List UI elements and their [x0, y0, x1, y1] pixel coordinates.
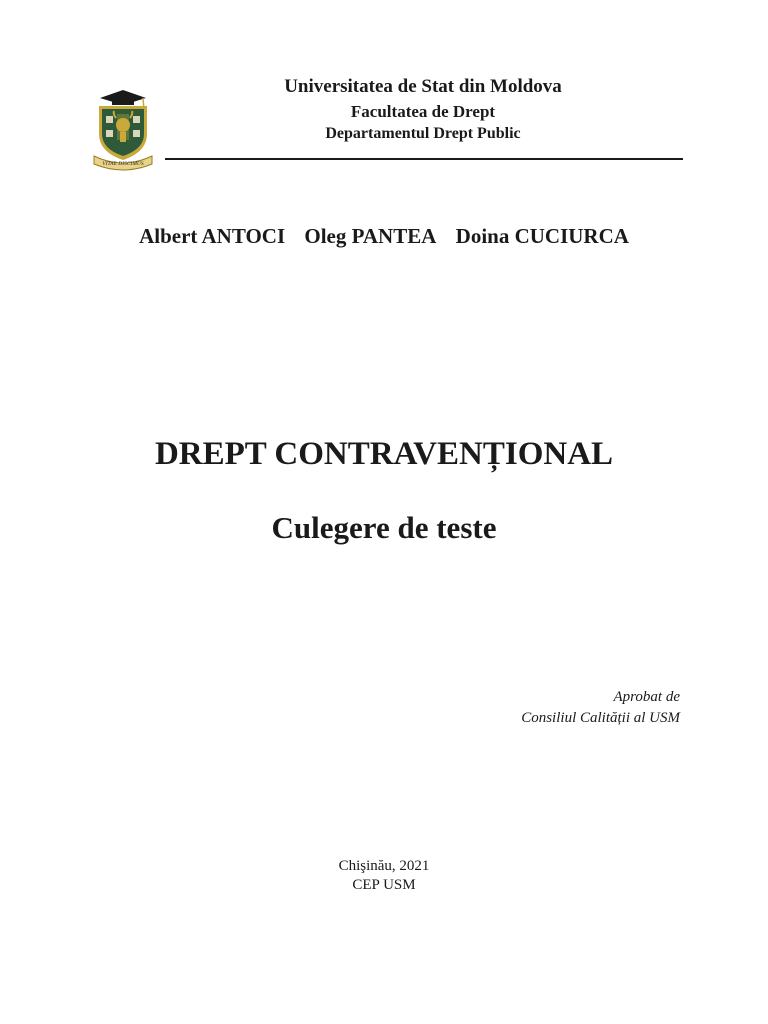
department-name: Departamentul Drept Public: [325, 125, 521, 142]
approval-line-2: Consiliul Calității al USM: [521, 710, 680, 726]
place-year: Chişinău, 2021: [338, 858, 430, 874]
author-name: Doina CUCIURCA: [455, 224, 629, 248]
university-crest-icon: [90, 84, 156, 174]
faculty-name: Facultatea de Drept: [350, 102, 496, 121]
author-name: Oleg PANTEA: [304, 224, 437, 248]
institution-header: [165, 74, 681, 145]
publisher: CEP USM: [352, 877, 416, 893]
header-divider: [165, 158, 683, 160]
svg-text:VITAE DISCIMUS: VITAE DISCIMUS: [102, 161, 144, 167]
university-name: Universitatea de Stat din Moldova: [284, 76, 562, 97]
document-subtitle: Culegere de teste: [271, 510, 497, 545]
document-title: DREPT CONTRAVENȚIONAL: [154, 436, 614, 472]
approval-note: [521, 687, 680, 729]
author-name: Albert ANTOCI: [139, 224, 286, 248]
publication-info: [0, 857, 768, 895]
authors-line: [0, 224, 768, 249]
approval-line-1: Aprobat de: [613, 689, 680, 705]
